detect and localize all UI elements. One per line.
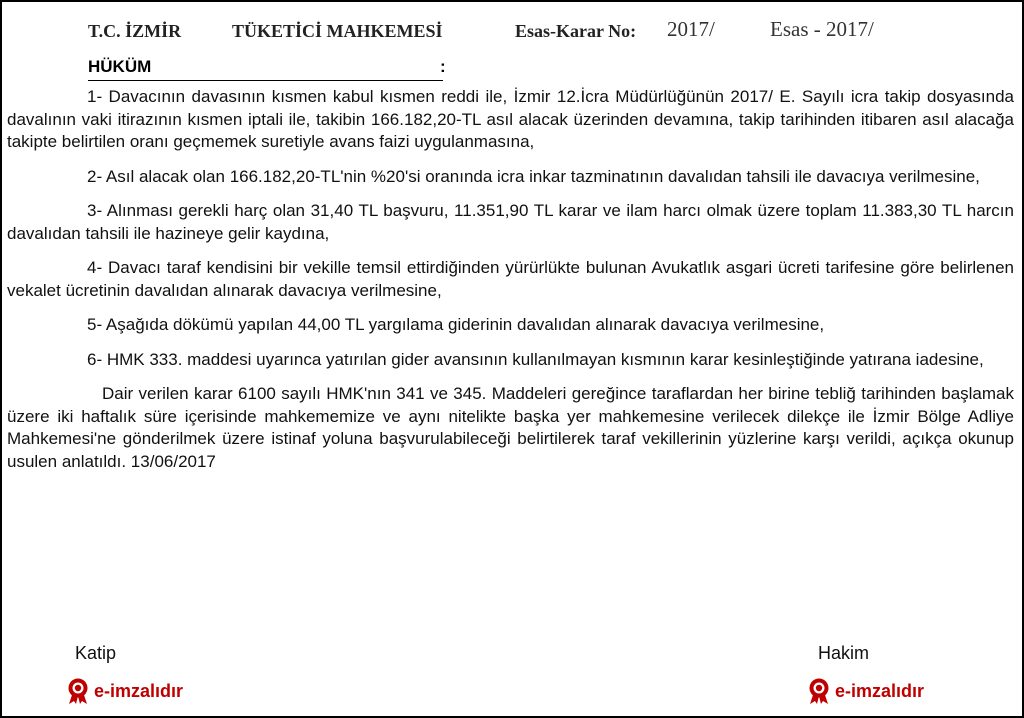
verdict-text: 1- Davacının davasının kısmen kabul kısmen reddi ile, İzmir 12.İcra Müdürlüğünün 2017/ E. Sayılı icra takip dosyasında davalının vaki itirazının kısmen iptali ile, takibin 166.182,20-TL asıl alacak üzerinden devamına, takip tarihinden itibaren asıl alacağa takipte belirtilen oranı geçmemek suretiyle avans faizi uygulanmasına,	[7, 87, 1014, 151]
closing-paragraph	[7, 383, 1014, 473]
verdict-text: 3- Alınması gerekli harç olan 31,40 TL başvuru, 11.351,90 TL karar ve ilam harcı olmak üzere toplam 11.383,30 TL harcın davalıdan tahsili ile hazineye gelir kaydına,	[7, 201, 1014, 243]
verdict-text: 6- HMK 333. maddesi uyarınca yatırılan gider avansının kullanılmayan kısmının karar kesinleştiğinde yatırana iadesine,	[87, 349, 984, 369]
verdict-item	[7, 86, 1014, 154]
verdict-item	[7, 257, 1014, 302]
verdict-text: 4- Davacı taraf kendisini bir vekille temsil ettirdiğinden yürürlükte bulunan Avukatlık asgari ücreti tarifesine göre belirlenen vekalet ücretinin davalıdan alınarak davacıya verilmesine,	[7, 258, 1014, 300]
file-number-label: Esas-Karar No:	[515, 21, 637, 41]
verdict-text: 2- Asıl alacak olan 166.182,20-TL'nin %20'si oranında icra inkar tazminatının davalıdan tahsili ile davacıya verilmesine,	[87, 166, 980, 186]
hukum-heading: HÜKÜM	[88, 57, 443, 81]
verdict-item	[7, 200, 1014, 245]
closing-text: Dair verilen karar 6100 sayılı HMK'nın 341 ve 345. Maddeleri gereğince taraflardan her birine tebliğ tarihinden başlamak üzere iki haftalık süre içerisinde mahkememize ve aynı nitelikte başka yer mahkemesine verilecek dilekçe ile İzmir Bölge Adliye Mahkemesi'ne gönderilmek üzere istinaf yoluna başvurulabileceği belirtilerek taraf vekillerinin yüzlerine karşı verildi, açıkça okunup usulen anlatıldı. 13/06/2017	[7, 384, 1014, 471]
clerk-esignature	[65, 677, 183, 705]
court-city: T.C. İZMİR	[88, 21, 182, 41]
seal-icon	[65, 677, 91, 705]
verdict-body	[7, 86, 1014, 473]
seal-icon	[806, 677, 832, 705]
judge-esign-text: e-imzalıdır	[835, 680, 925, 701]
esas-number: Esas - 2017/	[770, 17, 874, 41]
verdict-item	[7, 349, 1014, 372]
verdict-item	[7, 166, 1014, 189]
clerk-esign-text: e-imzalıdır	[94, 680, 184, 701]
judge-label: Hakim	[818, 643, 870, 663]
verdict-item	[7, 314, 1014, 337]
hukum-colon: :	[440, 57, 446, 76]
judge-esignature	[806, 677, 924, 705]
court-name: TÜKETİCİ MAHKEMESİ	[232, 21, 443, 41]
file-number: 2017/	[667, 17, 715, 41]
verdict-text: 5- Aşağıda dökümü yapılan 44,00 TL yargılama giderinin davalıdan alınarak davacıya verilmesine,	[87, 315, 825, 334]
clerk-label: Katip	[75, 643, 117, 663]
